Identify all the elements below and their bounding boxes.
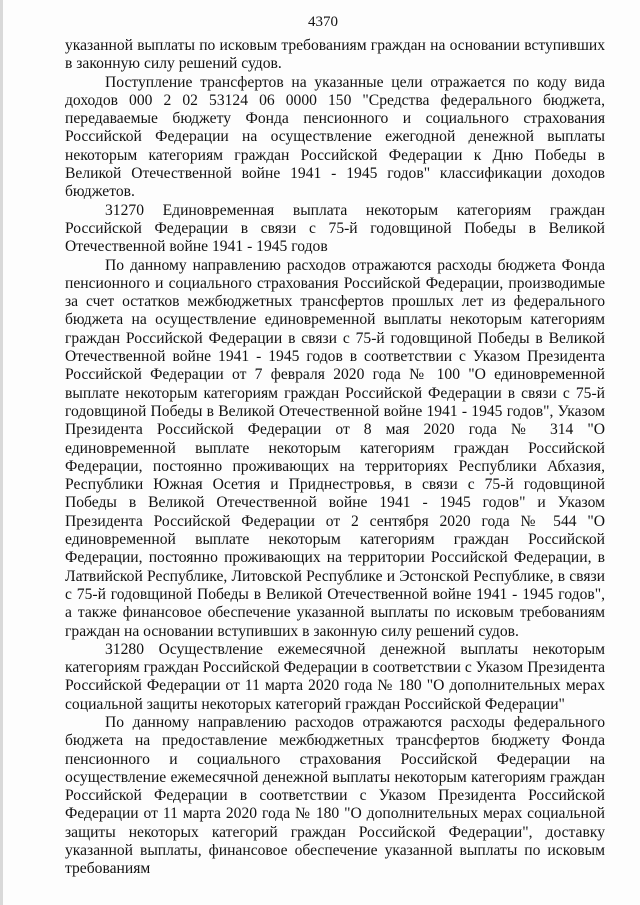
paragraph-31270-description: По данному направлению расходов отражаются расходы бюджета Фонда пенсионного и социального страхования Российской Федерации, производимые за счет остатков межбюджетных трансфертов прошлых лет из федерального бюджета на осуществление единовременной выплаты некоторым категориям граждан Российской Федерации в связи с 75-й годовщиной Победы в Великой Отечественной войне 1941 - 1945 годов в соответствии с Указом Президента Российской Федерации от 7 февраля 2020 года № 100 "О единовременной выплате некоторым категориям граждан Российской Федерации в связи с 75-й годовщиной Победы в Великой Отечественной войне 1941 - 1945 годов", Указом Президента Российской Федерации от 8 мая 2020 года № 314 "О единовременной выплате некоторым категориям граждан Российской Федерации, постоянно проживающих на территориях Республики Абхазия, Республики Южная Осетия и Приднестровья, в связи с 75-й годовщиной Победы в Великой Отечественной войне 1941 - 1945 годов" и Указом Президента Российской Федерации от 2 сентября 2020 года № 544 "О единовременной выплате некоторым категориям граждан Российской Федерации, постоянно проживающих на территории Российской Федерации, в Латвийской Республике, Литовской Республике и Эстонской Республике, в связи с 75-й годовщиной Победы в Великой Отечественной войне 1941 - 1945 годов", а также финансовое обеспечение указанной выплаты по исковым требованиям граждан на основании вступивших в законную силу решений судов. — [65, 256, 605, 640]
section-heading-31270: 31270 Единовременная выплата некоторым категориям граждан Российской Федерации в связи с 75-й годовщиной Победы в Великой Отечественной войне 1941 - 1945 годов — [65, 201, 605, 256]
page-number: 4370 — [308, 14, 338, 30]
document-body — [65, 37, 605, 879]
section-heading-31280: 31280 Осуществление ежемесячной денежной выплаты некоторым категориям граждан Российской Федерации в соответствии с Указом Президента Российской Федерации от 11 марта 2020 года № 180 "О дополнительных мерах социальной защиты некоторых категорий граждан Российской Федерации" — [65, 640, 605, 713]
paragraph-income-code: Поступление трансфертов на указанные цели отражается по коду вида доходов 000 2 02 53124 06 0000 150 "Средства федерального бюджета, передаваемые бюджету Фонда пенсионного и социального страхования Российской Федерации на осуществление ежегодной денежной выплаты некоторым категориям граждан Российской Федерации к Дню Победы в Великой Отечественной войне 1941 - 1945 годов" классификации доходов бюджетов. — [65, 73, 605, 201]
paragraph-31280-description: По данному направлению расходов отражаются расходы федерального бюджета на предоставление межбюджетных трансфертов бюджету Фонда пенсионного и социального страхования Российской Федерации на осуществление ежемесячной денежной выплаты некоторым категориям граждан Российской Федерации в соответствии с Указом Президента Российской Федерации от 11 марта 2020 года № 180 "О дополнительных мерах социальной защиты некоторых категорий граждан Российской Федерации", доставку указанной выплаты, финансовое обеспечение указанной выплаты по исковым требованиям — [65, 713, 605, 878]
paragraph-continuation: указанной выплаты по исковым требованиям граждан на основании вступивших в законную силу решений судов. — [65, 37, 605, 73]
